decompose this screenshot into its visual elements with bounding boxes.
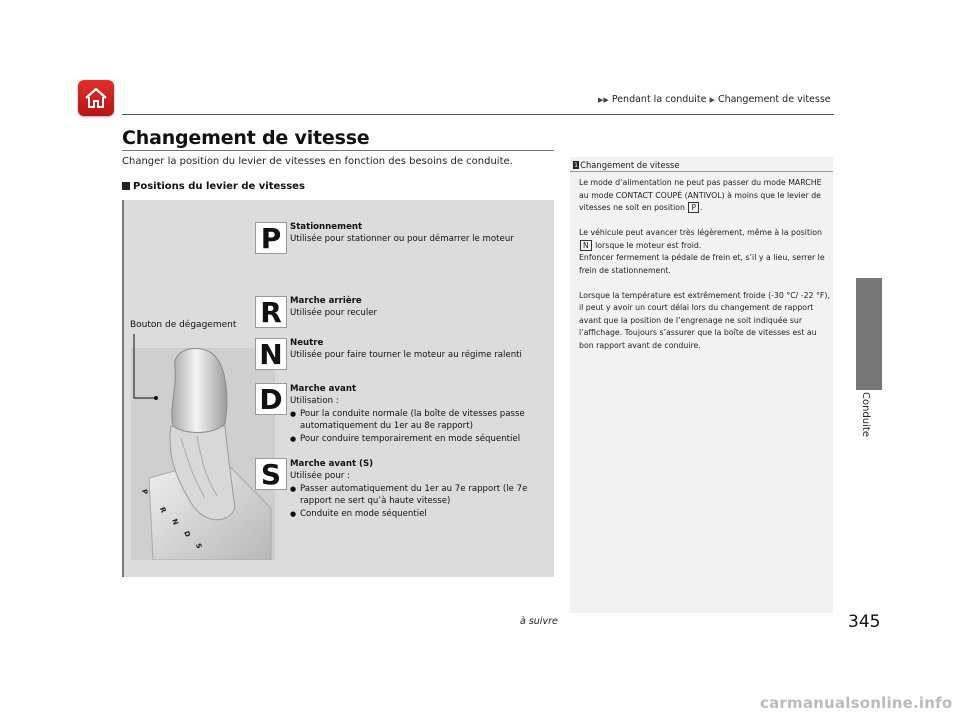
gear-d-intro: Utilisation : — [290, 396, 339, 407]
gate-letter-d: D — [182, 529, 192, 539]
note-paragraph-2 — [579, 227, 831, 277]
note-p2-text: Le véhicule peut avancer très légèrement, même à la position — [579, 228, 822, 237]
note-heading-text: Changement de vitesse — [580, 160, 680, 170]
gate-letter-s: S — [193, 542, 204, 550]
p-key-icon: P — [688, 202, 699, 213]
home-icon — [83, 86, 109, 110]
section-tab-label: Conduite — [860, 392, 871, 437]
gear-s-icon: S — [255, 458, 287, 490]
note-body — [579, 177, 831, 365]
gate-letter-p: P — [139, 488, 150, 496]
page-number: 345 — [848, 612, 881, 632]
note-p2-text-3: Enfoncer fermement la pédale de frein et, s’il y a lieu, serrer le frein de stationnement. — [579, 253, 825, 275]
intro-text: Changer la position du levier de vitesses en fonction des besoins de conduite. — [122, 156, 513, 167]
gear-r-line: Utilisée pour reculer — [290, 308, 378, 319]
note-rule — [570, 171, 833, 172]
release-button-label: Bouton de dégagement — [130, 320, 237, 330]
page-title: Changement de vitesse — [122, 127, 370, 149]
gear-n-description — [290, 337, 552, 362]
continued-label[interactable]: à suivre — [520, 616, 558, 627]
gear-p-name: Stationnement — [290, 222, 363, 232]
title-rule — [122, 150, 554, 151]
subheading-text: Positions du levier de vitesses — [133, 181, 305, 192]
gear-d-name: Marche avant — [290, 384, 357, 394]
note-p1-text: Le mode d’alimentation ne peut pas passer du mode MARCHE au mode CONTACT COUPÉ (ANTIVOL) à moins que le levier de vitesses ne soit en position — [579, 178, 822, 212]
n-key-icon: N — [580, 240, 592, 251]
gear-s-bullet: ● Passer automatiquement du 1er au 7e rapport (le 7e rapport ne sert qu’à haute vitesse) — [290, 483, 552, 508]
gear-s-bullet: ● Conduite en mode séquentiel — [290, 508, 552, 520]
gear-d-bullet: ● Pour conduire temporairement en mode séquentiel — [290, 433, 552, 445]
gear-r-name: Marche arrière — [290, 296, 362, 306]
gear-n-name: Neutre — [290, 338, 324, 348]
gear-p-description — [290, 221, 552, 246]
gear-r-description — [290, 295, 552, 320]
square-bullet-icon — [122, 182, 130, 190]
note-p1-end: . — [699, 203, 703, 212]
gear-s-intro: Utilisée pour : — [290, 471, 350, 482]
breadcrumb-arrow-icon: ▶ — [709, 96, 715, 104]
gate-letter-r: R — [158, 506, 168, 514]
note-heading[interactable] — [573, 160, 680, 170]
watermark: carmanualsonline.info — [760, 694, 953, 712]
breadcrumb-item-2[interactable]: Changement de vitesse — [717, 94, 831, 105]
note-p2-text-2: lorsque le moteur est froid. — [595, 240, 702, 250]
breadcrumb — [598, 94, 831, 105]
gear-p-line: Utilisée pour stationner ou pour démarrer le moteur — [290, 234, 514, 245]
note-paragraph-3: Lorsque la température est extrêmement froide (-30 °C/ -22 °F), il peut y avoir un court délai lors du changement de rapport avant que la position de l’engrenage ne soit indiquée sur l’affichage. Toujours s’assurer que la boîte de vitesses est au bon rapport avant de conduire. — [579, 290, 830, 350]
note-panel — [570, 157, 833, 613]
gear-p-icon: P — [255, 222, 287, 254]
gear-n-line: Utilisée pour faire tourner le moteur au régime ralenti — [290, 350, 522, 361]
header-rule — [122, 114, 834, 115]
gear-s-name: Marche avant (S) — [290, 459, 374, 469]
release-leader-line — [132, 332, 162, 412]
gear-s-description — [290, 458, 552, 520]
gate-letter-n: N — [170, 517, 180, 527]
home-button[interactable] — [78, 80, 114, 116]
section-subheading — [122, 181, 305, 192]
breadcrumb-item-1[interactable]: Pendant la conduite — [611, 94, 707, 105]
gear-positions-figure — [122, 200, 554, 577]
note-paragraph-1 — [579, 177, 831, 215]
section-tab[interactable] — [856, 278, 882, 390]
gear-d-icon: D — [255, 383, 287, 415]
note-number-icon: 1 — [574, 161, 579, 169]
gear-n-icon: N — [255, 338, 287, 370]
breadcrumb-arrow-icon: ▶▶ — [598, 96, 609, 104]
gear-d-bullet: ● Pour la conduite normale (la boîte de vitesses passe automatiquement du 1er au 8e rapport) — [290, 408, 552, 433]
gear-d-description — [290, 383, 552, 445]
gear-r-icon: R — [255, 296, 287, 328]
